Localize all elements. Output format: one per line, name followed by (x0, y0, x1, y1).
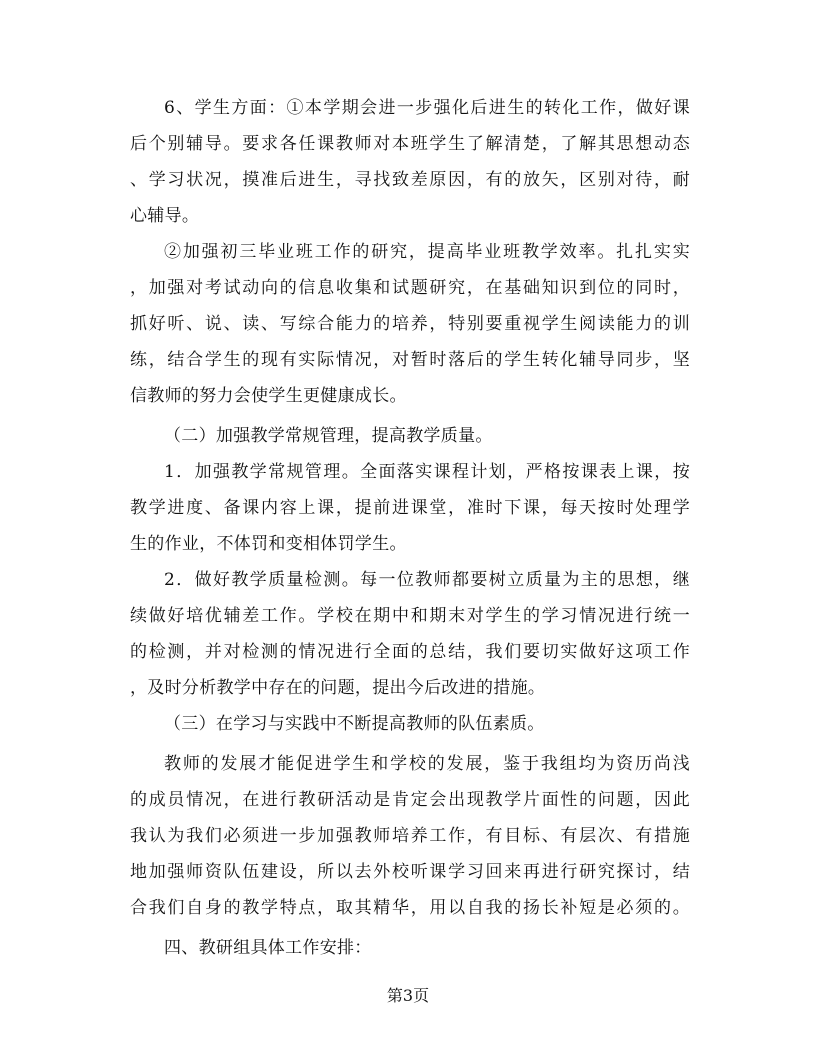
text-line: 生的作业，不体罚和变相体罚学生。 (130, 534, 407, 554)
text-line: 练，结合学生的现有实际情况，对暂时落后的学生转化辅导同步，坚 (130, 350, 690, 370)
text-line: ，加强对考试动向的信息收集和试题研究，在基础知识到位的同时， (130, 278, 690, 298)
text-line: 教师的发展才能促进学生和学校的发展，鉴于我组均为资历尚浅 (164, 754, 690, 774)
page-number: 第3页 (386, 986, 430, 1005)
text-line: 续做好培优辅差工作。学校在期中和期末对学生的学习情况进行统一 (130, 606, 690, 626)
text-line: 抓好听、说、读、写综合能力的培养，特别要重视学生阅读能力的训 (130, 314, 690, 334)
text-line: 1．加强教学常规管理。全面落实课程计划，严格按课表上课，按 (164, 462, 690, 482)
section-heading: （三）在学习与实践中不断提高教师的队伍素质。 (164, 714, 545, 734)
text-line: 的成员情况，在进行教研活动是肯定会出现教学片面性的问题，因此 (130, 790, 690, 810)
text-line: 6、学生方面：①本学期会进一步强化后进生的转化工作，做好课 (164, 98, 690, 118)
text-line: 的检测，并对检测的情况进行全面的总结，我们要切实做好这项工作 (130, 642, 690, 662)
section-heading: （二）加强教学常规管理，提高教学质量。 (164, 426, 493, 446)
text-line: 心辅导。 (130, 206, 200, 226)
text-line: 教学进度、备课内容上课，提前进课堂，准时下课，每天按时处理学 (130, 498, 690, 518)
text-line: 、学习状况，摸准后进生，寻找致差原因，有的放矢，区别对待，耐 (130, 170, 690, 190)
text-line: 地加强师资队伍建设，所以去外校听课学习回来再进行研究探讨，结 (130, 862, 690, 882)
text-line: 后个别辅导。要求各任课教师对本班学生了解清楚，了解其思想动态 (130, 134, 690, 154)
text-line: ，及时分析教学中存在的问题，提出今后改进的措施。 (130, 678, 546, 698)
text-line: 2．做好教学质量检测。每一位教师都要树立质量为主的思想，继 (164, 570, 690, 590)
text-line: ②加强初三毕业班工作的研究，提高毕业班教学效率。扎扎实实 (164, 242, 690, 262)
text-line: 我认为我们必须进一步加强教师培养工作，有目标、有层次、有措施 (130, 826, 690, 846)
section-heading: 四、教研组具体工作安排： (164, 938, 372, 958)
text-line: 合我们自身的教学特点，取其精华，用以自我的扬长补短是必须的。 (130, 898, 690, 918)
text-line: 信教师的努力会使学生更健康成长。 (130, 386, 407, 406)
